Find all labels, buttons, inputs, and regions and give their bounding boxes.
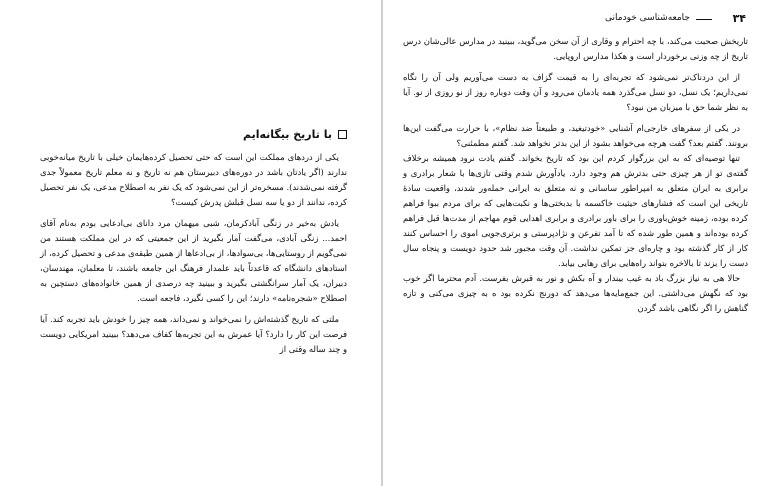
paragraph: در یکی از سفرهای خارجی‌ام آشنایی «خودتیغید، و طبیعتاً ضد نظام»، با حرارت می‌گفت این‌ها برونند. گفتم بعد؟ گفت هرچه می‌خواهد بشود از این بدتر نخواهد شد. گفتم مطمئنی؟ (403, 123, 748, 148)
running-header (401, 12, 746, 28)
square-bullet-icon (338, 130, 347, 139)
paragraph: از این دردناک‌تر نمی‌شود که تجربه‌ای را به قیمت گزاف به دست می‌آوریم ولی آن را نگاه نمی‌داریم؛ یک نسل، دو نسل می‌گذرد همه یادمان می‌رود و آن وقت دوباره روز از نو روزی از نو. آیا به نظر شما حق با میزبان من نبود؟ (403, 72, 748, 112)
paragraph: تاریخش صحبت می‌کند، با چه احترام و وقاری از آن سخن می‌گوید، ببینید در مدارس عالی‌شان درس تاریخ از چه وزنی برخوردار است و هکذا مدارس اروپایی. (403, 36, 748, 61)
section-title-text: با تاریخ بیگانه‌ایم (242, 128, 332, 141)
header-rule (696, 19, 712, 20)
running-title: جامعه‌شناسی خودمانی (605, 13, 690, 23)
left-page (0, 0, 381, 486)
right-page (383, 0, 768, 486)
paragraph: یادش به‌خیر در زنگی آبادکرمان، شبی میهمان مرد دانای بی‌ادعایی بودم به‌نام آقای احمد... زنگی آبادی، می‌گفت آمار بگیرید از این جمعیتی که در این مملکت هستند من نمی‌گویم از روستایی‌ها، بی‌سوادها، از بی‌ادعاها از همین طبقه‌ی مدعی و تحصیل کرده، از استادهای دانشگاه که قاعدتاً باید علمدار فرهنگ این جامعه باشند، تا معلمان، مهندسان، دبیران، یک آمار سرانگشتی بگیرید و ببینید چه درصدی از همین خانواده‌های دستچین به اصطلاح «شجره‌نامه» دارند؛ این را کسی نگیرد، فاجعه است. (40, 218, 347, 303)
paragraph: تنها توصیه‌ای که به این بزرگوار کردم این بود که تاریخ بخواند. گفتم یادت نرود همیشه برخلاف گفته‌ی تو از هر چیزی حتی بدترش هم وجود دارد. یادآورش شدم وقتی تازی‌ها با شعار برادری و برابری به ایران متعلق به امپراطور ساسانی و نه متعلق به ایرانی حمله‌ور شدند، واقعیت سادهٔ تاریخی این است که فشارهای حیثیت خاکسمه با بدبختی‌ها و نکبت‌هایی که برای مردم ببوا فراهم کرده بوده، زمینه خوش‌باوری را برای باور برادری و برابری اهدایی قوم مهاجم از مدت‌ها قبل فراهم کرده بوده‌اند و همین طور شده که تا آمد تفرعن و نژادپرستی و برتری‌جویی اموی را احساس کنند کار از کار گذشته بود و چاره‌ای جز تمکین نداشت. آن وقت مجبور شد حدود دویست و پنجاه سال دست را بزند تا بالاخره بتواند راه‌هایی برای رهایی بیابد. (403, 153, 748, 268)
page-number: ۳۴ (732, 12, 746, 25)
right-page-body (403, 34, 748, 316)
section-heading (40, 128, 347, 141)
paragraph: یکی از دردهای مملکت این است که حتی تحصیل کرده‌هایمان خیلی با تاریخ میانه‌خوبی ندارند (اگر یادتان باشد در دوره‌های دبیرستان هم نه تاریخ و نه معلم تاریخ معمولاً جدی گرفته نمی‌شدند). مسخره‌تر از این نمی‌شود که یک نفر به اصطلاح مدعی، یک نفر تحصیل کرده، ندانند از دو یا سه نسل قبلش پدرش کیست؟ (40, 152, 347, 207)
paragraph: حالا هی به نیاز بزرگ باد به غیب بیندار و آه بکش و نور به قبرش بفرست. آدم محترما اگر خوب بود که نگهش می‌داشتی. این جمع‌مایه‌ها می‌دهد که دورنج نکرده بود ه به چیزی می‌کنی و تازه گناهش را اگر نگاهی باشد گردن (403, 273, 748, 313)
paragraph: ملتی که تاریخ گذشته‌اش را نمی‌خواند و نمی‌داند، همه چیز را خودش باید تجربه کند. آیا فرصت این کار را دارد؟ آیا عمرش به این تجربه‌ها کفاف می‌دهد؟ ببینید امریکایی دویست و چند ساله وقتی از (40, 314, 347, 354)
left-page-body (40, 150, 347, 357)
